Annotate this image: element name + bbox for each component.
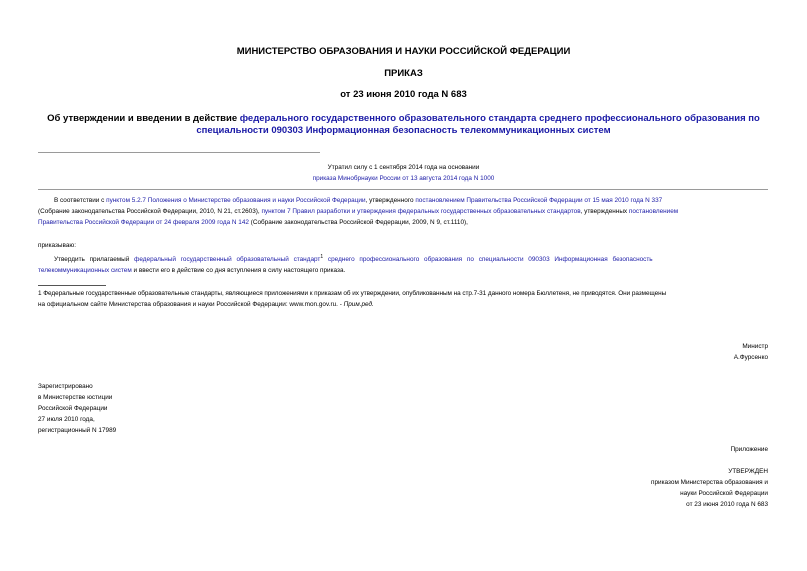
title-prefix: Об утверждении и введении в действие: [47, 113, 240, 124]
approved-label: УТВЕРЖДЕН: [728, 468, 768, 475]
link-decree-337[interactable]: постановлением Правительства Российской Федерации от 15 мая 2010 года N 337: [415, 197, 663, 204]
order-text-1: Утвердить прилагаемый: [54, 256, 135, 264]
registration-block: [38, 381, 116, 436]
preamble-line-2: [38, 206, 768, 217]
link-telecom-systems[interactable]: телекоммуникационных систем: [38, 267, 132, 275]
ministry-heading: МИНИСТЕРСТВО ОБРАЗОВАНИЯ И НАУКИ РОССИЙСКОЙ ФЕДЕРАЦИИ: [236, 46, 571, 57]
preamble-paragraph: [38, 195, 768, 228]
footnote-line-2: [38, 299, 773, 310]
approval-line: науки Российской Федерации: [680, 490, 768, 497]
title-link-specialty[interactable]: специальности 090303 Информационная безопасность телекоммуникационных систем: [196, 125, 611, 136]
link-rules-point-7[interactable]: пунктом 7 Правил разработки и утверждения федеральных государственных образовательных стандартов: [261, 208, 581, 215]
divider-status: [38, 189, 768, 190]
editor-note: Прим.ред.: [343, 301, 374, 308]
signature-position: Министр: [742, 343, 768, 350]
preamble-line-3: [38, 217, 768, 228]
link-decree-142-start[interactable]: постановлением: [628, 208, 679, 215]
registration-line: 27 июля 2010 года,: [38, 416, 95, 423]
footnote-marker[interactable]: 1: [320, 254, 324, 260]
title-link-standard[interactable]: федерального государственного образовательного стандарта среднего профессионального образования по: [239, 113, 760, 124]
link-standard-specialty[interactable]: среднего профессионального образования по специальности 090303 Информационная безопасность: [323, 256, 653, 264]
preamble-text-2: , утвержденного: [365, 197, 416, 204]
order-line-2: [38, 265, 768, 276]
appendix-label: Приложение: [730, 446, 768, 453]
link-federal-standard[interactable]: федеральный государственный образовательный стандарт: [134, 256, 321, 264]
preamble-text-3: (Собрание законодательства Российской Федерации, 2010, N 21, ст.2603),: [38, 208, 262, 215]
approval-line: от 23 июня 2010 года N 683: [686, 501, 768, 508]
appendix-approval: [651, 466, 768, 510]
registration-line: Российской Федерации: [38, 405, 108, 412]
link-regulation-5-2-7[interactable]: пунктом 5.2.7 Положения о Министерстве образования и науки Российской Федерации: [106, 197, 366, 204]
signature-block: [734, 341, 768, 363]
signature-name: А.Фурсенко: [733, 354, 768, 361]
approval-line: приказом Министерства образования и: [651, 479, 768, 486]
document-title: [0, 113, 807, 137]
status-note: [0, 162, 807, 184]
registration-line: в Министерстве юстиции: [38, 394, 113, 401]
document-date-number: от 23 июня 2010 года N 683: [340, 89, 467, 100]
registration-line: Зарегистрировано: [38, 383, 93, 390]
preamble-text-4: , утвержденных: [580, 208, 629, 215]
status-repeal-link[interactable]: приказа Минобрнауки России от 13 августа 2014 года N 1000: [312, 175, 495, 182]
registration-line: регистрационный N 17989: [38, 427, 117, 434]
footnote-line-1: 1 Федеральные государственные образовательные стандарты, являющиеся приложениями к приказам об их утверждении, опубликованным на стр.7-31 данного номера Бюллетеня, не приводятся. Они размещены: [38, 290, 667, 297]
preamble-text-5: (Собрание законодательства Российской Федерации, 2009, N 9, ст.1110),: [248, 219, 468, 226]
preamble-line-1: [38, 195, 768, 206]
order-text-2: и ввести его в действие со дня вступления в силу настоящего приказа.: [131, 267, 346, 275]
order-line-1: [38, 252, 768, 265]
order-paragraph: [38, 252, 768, 276]
footnote-text: на официальном сайте Министерства образования и науки Российской Федерации: www.mon.gov.ru. -: [38, 301, 344, 308]
status-line: Утратил силу с 1 сентября 2014 года на основании: [327, 164, 480, 171]
link-decree-142[interactable]: Правительства Российской Федерации от 24 февраля 2009 года N 142: [38, 219, 249, 226]
preamble-text-1: В соответствии с: [54, 197, 107, 204]
footnote-divider: [38, 285, 106, 286]
divider-top: [38, 152, 320, 153]
order-keyword: приказываю:: [38, 242, 76, 249]
footnote: [38, 288, 773, 310]
document-type: ПРИКАЗ: [384, 68, 423, 79]
title-line-1: [0, 113, 807, 125]
